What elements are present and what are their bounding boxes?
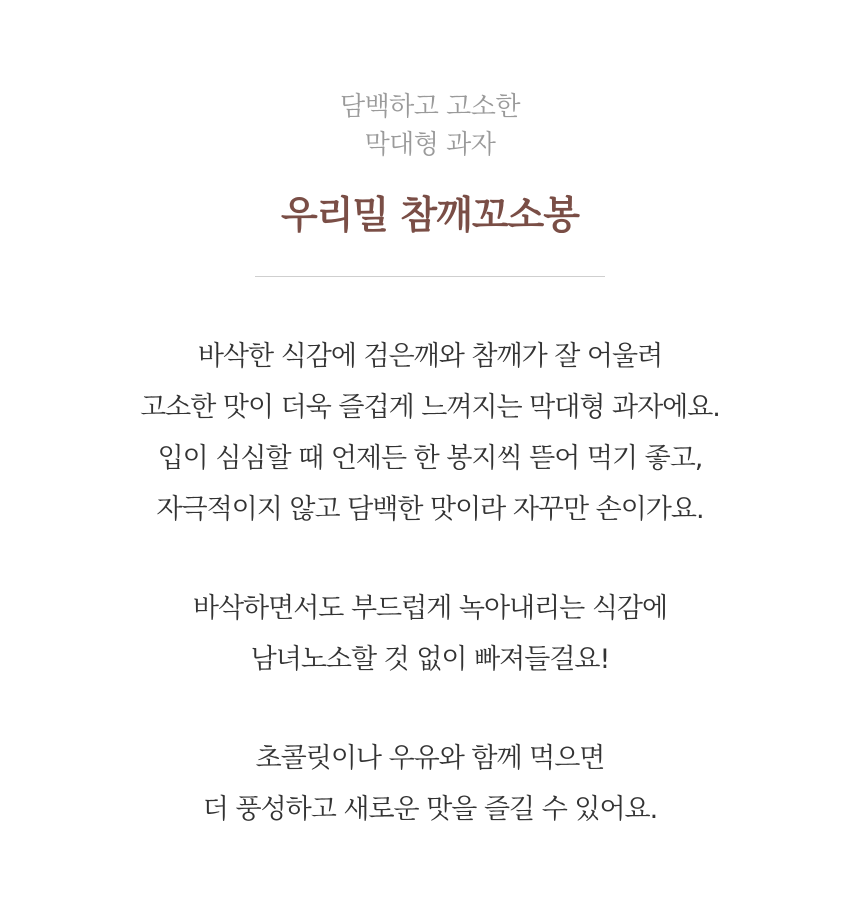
description-line: 바삭하면서도 부드럽게 녹아내리는 식감에 (192, 593, 668, 624)
subtitle-line-1: 담백하고 고소한 (339, 92, 521, 122)
description-line: 더 풍성하고 새로운 맛을 즐길 수 있어요. (202, 794, 658, 825)
subtitle-line-2: 막대형 과자 (364, 130, 496, 160)
product-header (0, 88, 860, 240)
description-line: 고소한 맛이 더욱 즐겁게 느껴지는 막대형 과자에요. (140, 392, 720, 423)
description-line: 자극적이지 않고 담백한 맛이라 자꾸만 손이가요. (156, 494, 704, 525)
description-line: 바삭한 식감에 검은깨와 참깨가 잘 어울려 (197, 341, 663, 372)
product-description (0, 331, 860, 835)
description-line: 남녀노소할 것 없이 빠져들걸요! (250, 644, 610, 675)
product-title: 우리밀 참깨꼬소봉 (281, 193, 579, 237)
description-paragraph-1 (0, 331, 860, 535)
description-paragraph-2 (0, 583, 860, 685)
description-line: 초콜릿이나 우유와 함께 먹으면 (255, 743, 605, 774)
description-paragraph-3 (0, 733, 860, 835)
description-line: 입이 심심할 때 언제든 한 봉지씩 뜯어 먹기 좋고, (157, 443, 703, 474)
divider (255, 276, 605, 277)
